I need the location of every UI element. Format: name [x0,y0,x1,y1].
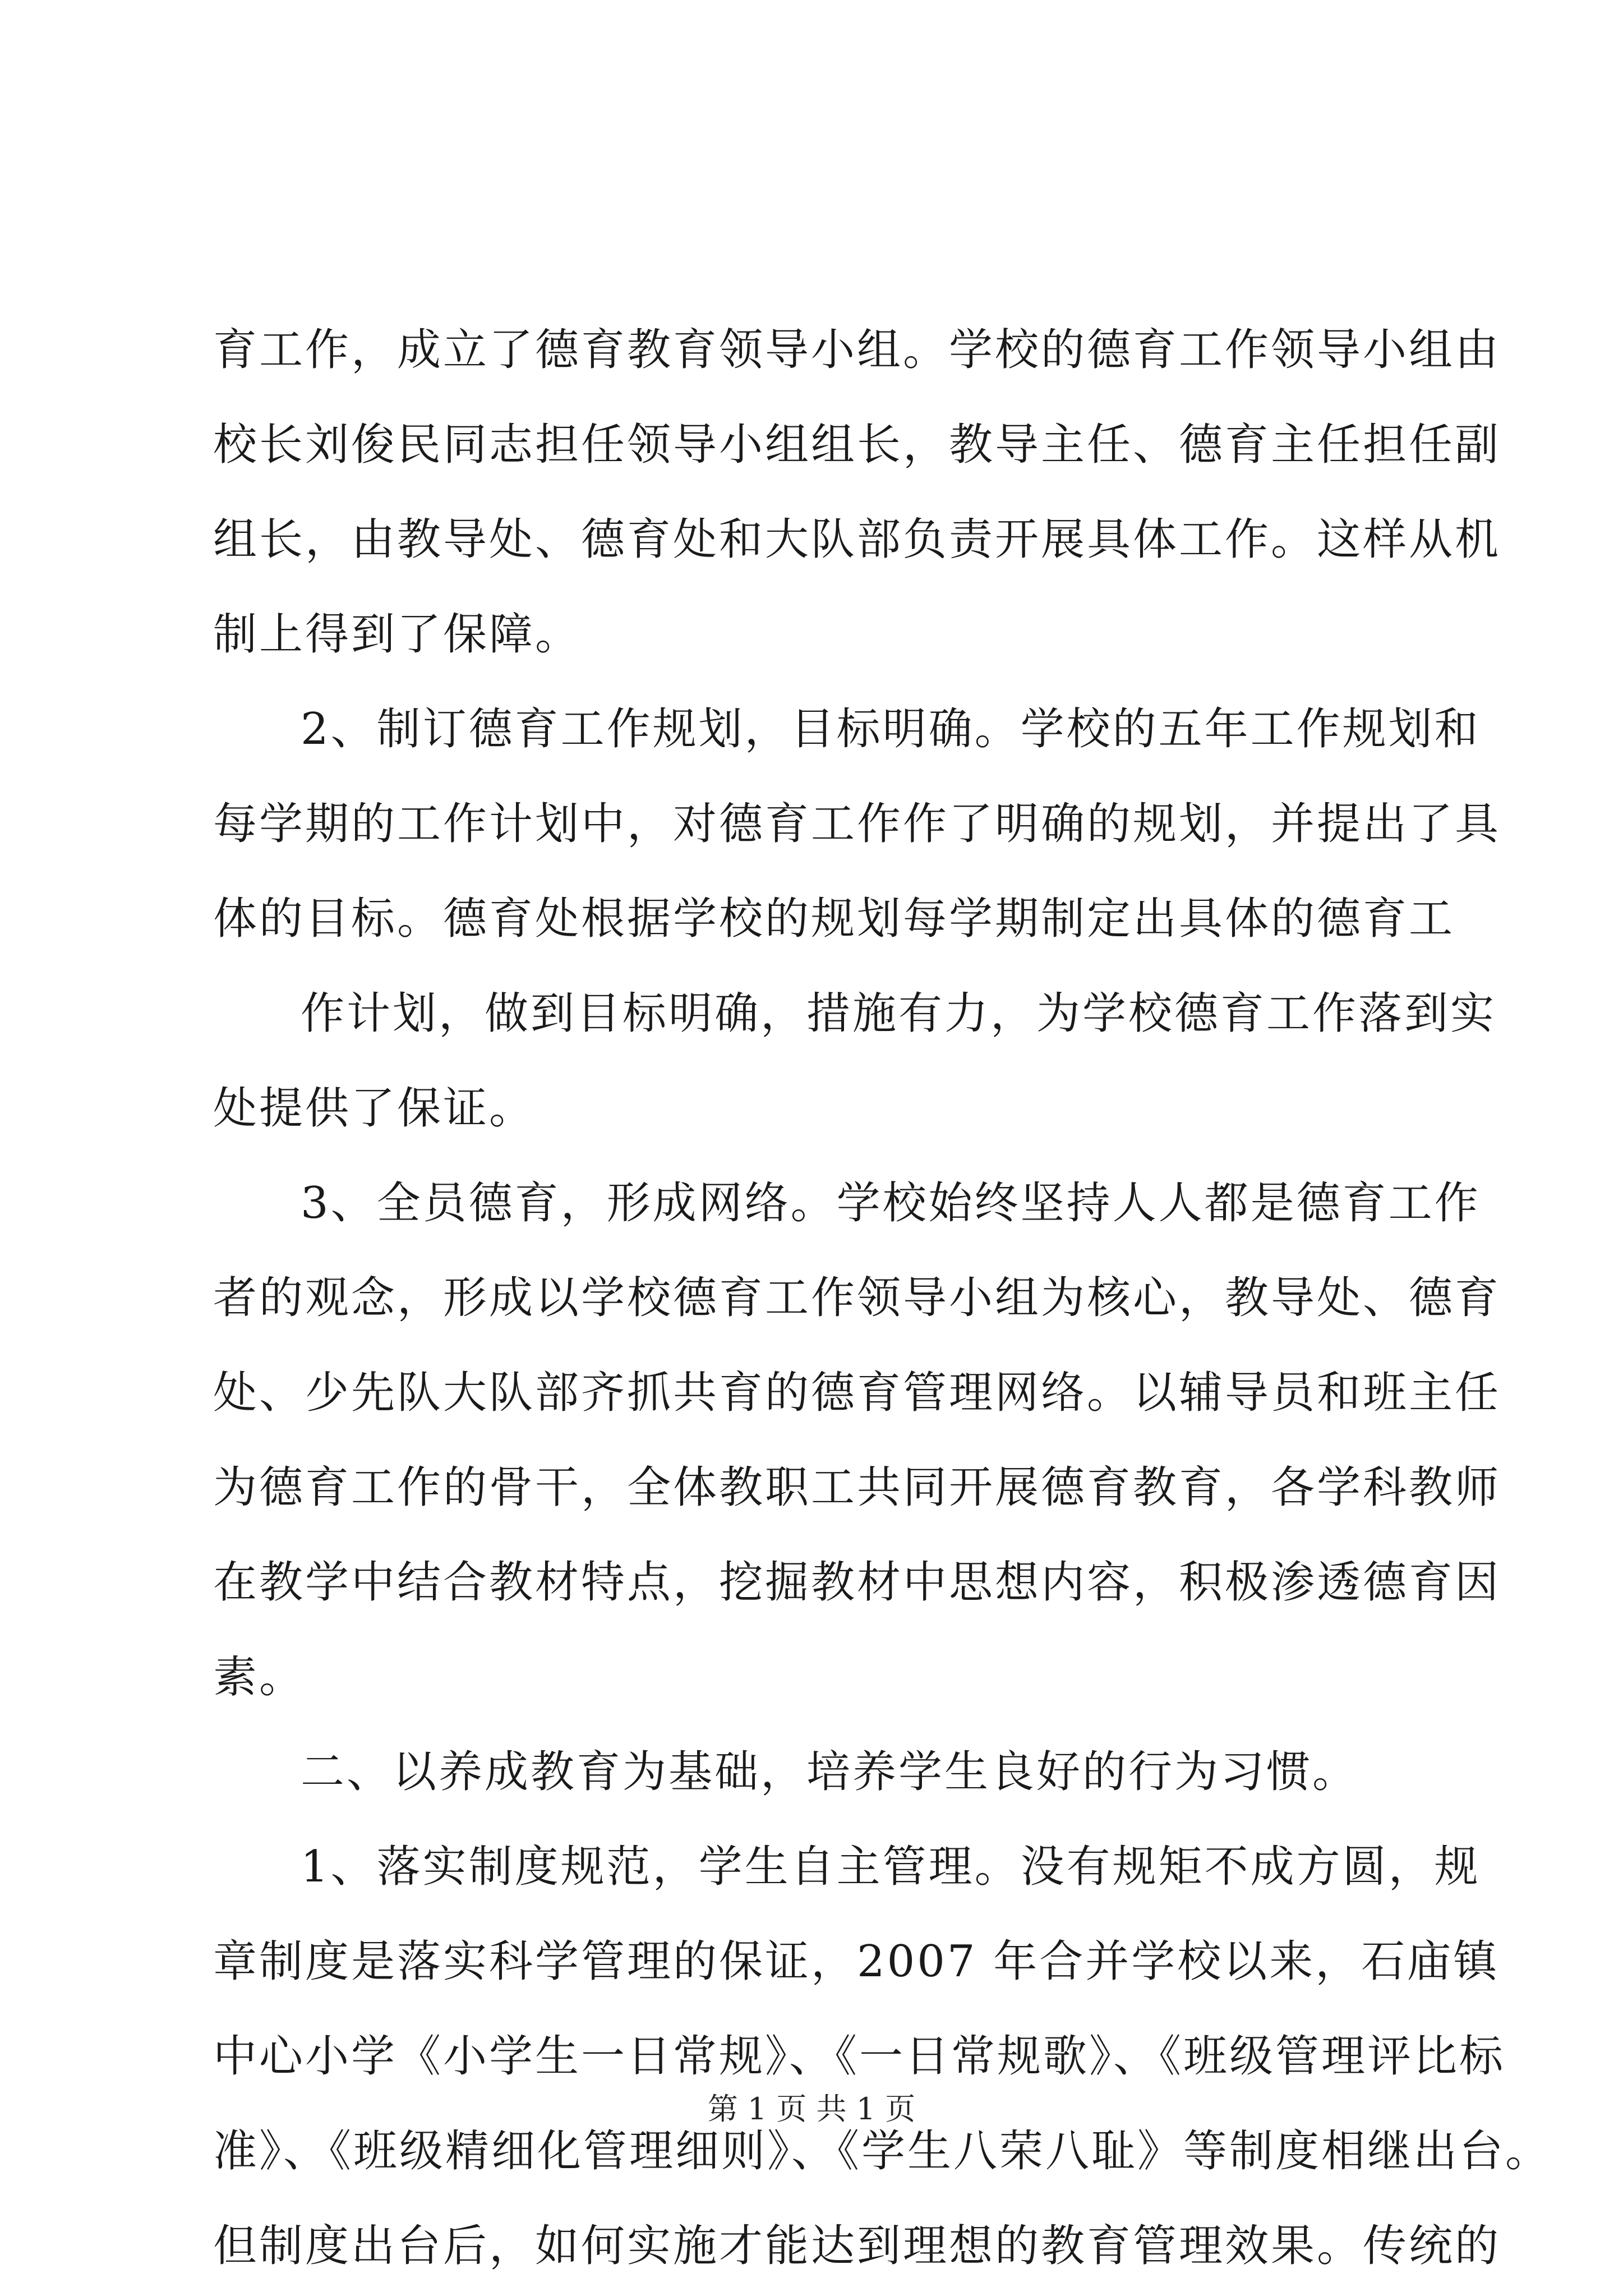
text-line: 者的观念，形成以学校德育工作领导小组为核心，教导处、德育 [213,1273,1501,1323]
text-line: 处提供了保证。 [213,1083,536,1134]
text-line: 准》、《班级精细化管理细则》、《学生八荣八耻》等制度相继出台。 [213,2126,1552,2177]
text-line: 3、全员德育，形成网络。学校始终坚持人人都是德育工作 [301,1178,1481,1228]
text-line: 作计划，做到目标明确，措施有力，为学校德育工作落到实 [301,988,1497,1039]
text-line: 二、以养成教育为基础，培养学生良好的行为习惯。 [301,1747,1359,1797]
page-footer [0,2087,1623,2132]
text-line: 校长刘俊民同志担任领导小组组长，教导主任、德育主任担任副 [213,420,1501,470]
text-line: 2、制订德育工作规划，目标明确。学校的五年工作规划和 [301,704,1481,754]
text-line: 处、少先队大队部齐抓共育的德育管理网络。以辅导员和班主任 [213,1368,1501,1418]
text-line: 制上得到了保障。 [213,609,582,660]
text-line: 组长，由教导处、德育处和大队部负责开展具体工作。这样从机 [213,514,1501,565]
text-line: 体的目标。德育处根据学校的规划每学期制定出具体的德育工 [213,894,1455,944]
text-line: 育工作，成立了德育教育领导小组。学校的德育工作领导小组由 [213,325,1501,375]
text-line: 每学期的工作计划中，对德育工作作了明确的规划，并提出了具 [213,799,1501,849]
page-number-label: 第 1 页 共 1 页 [707,2091,916,2127]
text-line: 中心小学《小学生一日常规》、《一日常规歌》、《班级管理评比标 [213,2031,1506,2082]
text-line: 1、落实制度规范，学生自主管理。没有规矩不成方圆，规 [301,1842,1481,1892]
document-body [213,303,1552,2294]
text-line: 但制度出台后，如何实施才能达到理想的教育管理效果。传统的 [213,2221,1501,2271]
text-line: 章制度是落实科学管理的保证，2007 年合并学校以来，石庙镇 [213,1936,1500,1987]
text-line: 在教学中结合教材特点，挖掘教材中思想内容，积极渗透德育因 [213,1557,1501,1608]
text-line: 素。 [213,1652,306,1703]
text-line: 为德育工作的骨干，全体教职工共同开展德育教育，各学科教师 [213,1462,1501,1513]
